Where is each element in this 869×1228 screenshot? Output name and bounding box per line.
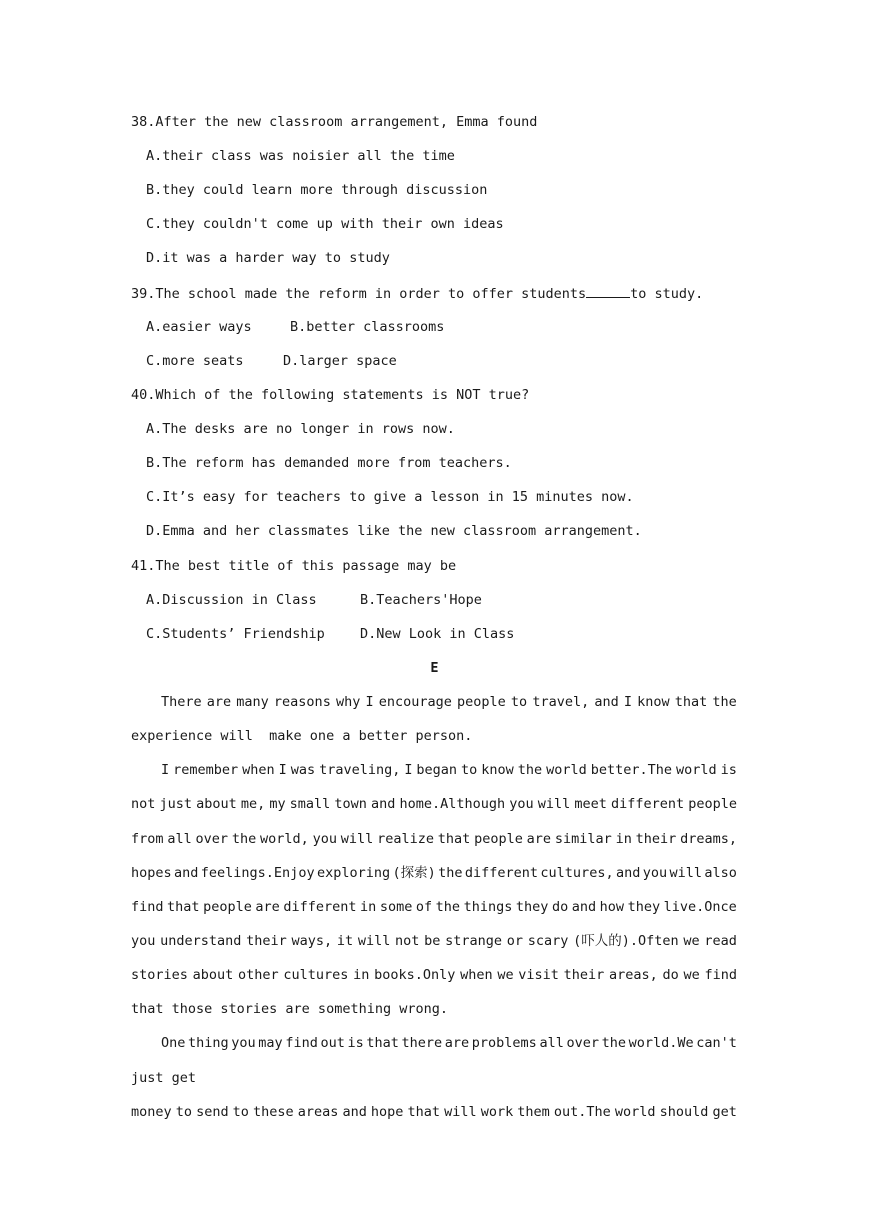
passage-word: get — [712, 1104, 737, 1120]
passage-word: about — [196, 796, 237, 812]
passage-word: and — [342, 1104, 367, 1120]
passage-word: work — [480, 1104, 514, 1120]
passage-word: all — [167, 831, 192, 847]
passage-line — [161, 693, 737, 711]
question-41-option-d: D.New Look in Class — [360, 626, 515, 642]
passage-word: cultures, — [540, 865, 614, 881]
passage-word: remember — [173, 762, 239, 778]
passage-word: from — [131, 831, 164, 847]
passage-line: that those stories are something wrong. — [131, 1001, 448, 1017]
question-38-option-a: A.their class was noisier all the time — [146, 148, 455, 164]
passage-word: find — [131, 899, 164, 915]
passage-word: their — [635, 831, 677, 847]
passage-word: about — [192, 967, 234, 983]
passage-word: out — [320, 1035, 345, 1051]
passage-word: not — [131, 796, 156, 812]
passage-word: they — [515, 899, 549, 915]
passage-word: out.The — [553, 1104, 611, 1120]
passage-word: me, — [240, 796, 266, 812]
passage-word: do — [551, 899, 569, 915]
passage-word: that — [407, 1104, 441, 1120]
passage-word: how — [599, 899, 625, 915]
passage-word: areas, — [609, 967, 658, 983]
question-41-options-row-2 — [146, 625, 515, 643]
passage-word: will — [357, 933, 391, 949]
passage-word: and — [615, 865, 641, 881]
passage-word: better.The — [590, 762, 672, 778]
passage-word: the — [517, 762, 543, 778]
passage-word: different — [464, 865, 539, 881]
passage-word: I — [161, 762, 170, 778]
passage-word: of — [415, 899, 433, 915]
passage-word: town — [334, 796, 367, 812]
passage-word: the — [712, 694, 737, 710]
passage-word: other — [237, 967, 279, 983]
passage-word: small — [289, 796, 331, 812]
question-38-option-d: D.it was a harder way to study — [146, 250, 390, 266]
passage-word: over — [566, 1035, 599, 1051]
passage-word: send — [196, 1104, 229, 1120]
passage-word: you — [642, 865, 668, 881]
passage-word: to — [175, 1104, 192, 1120]
passage-word: different — [283, 899, 357, 915]
question-40-option-c: C.It’s easy for teachers to give a lesson in 15 minutes now. — [146, 489, 634, 505]
question-39-stem-post: to study. — [630, 286, 704, 302]
passage-word: (吓人的).Often — [573, 933, 679, 949]
passage-word: stories — [131, 967, 188, 983]
question-38-stem: 38.After the new classroom arrangement, Emma found — [131, 114, 538, 130]
passage-word: the — [438, 865, 463, 881]
passage-word: to — [461, 762, 478, 778]
passage-word: live.Once — [663, 899, 737, 915]
passage-word: it — [336, 933, 354, 949]
question-39-stem — [131, 284, 703, 303]
passage-line: experience will make one a better person. — [131, 728, 473, 744]
passage-word: know — [481, 762, 514, 778]
passage-word: realize — [377, 831, 434, 847]
passage-word: and — [571, 899, 597, 915]
passage-word: over — [195, 831, 229, 847]
passage-word: dreams, — [680, 831, 737, 847]
passage-word: be — [424, 933, 441, 949]
passage-word: the — [231, 831, 257, 847]
passage-word: their — [563, 967, 605, 983]
question-40-option-b: B.The reform has demanded more from teachers. — [146, 455, 512, 471]
passage-word: read — [704, 933, 737, 949]
passage-word: they — [627, 899, 661, 915]
passage-line — [131, 898, 737, 916]
passage-word: people — [474, 831, 523, 847]
question-39-options-row-2 — [146, 352, 397, 370]
question-39-stem-pre: 39.The school made the reform in order to offer students — [131, 286, 587, 302]
passage-word: encourage — [378, 694, 452, 710]
passage-line — [131, 830, 737, 848]
passage-line — [161, 1034, 737, 1052]
passage-word: reasons — [273, 694, 331, 710]
passage-word: that — [167, 899, 200, 915]
passage-word: people — [688, 796, 737, 812]
passage-word: or — [506, 933, 524, 949]
question-39-option-a: A.easier ways — [146, 319, 252, 335]
passage-word: I — [365, 694, 374, 710]
passage-word: the — [601, 1035, 626, 1051]
question-41-option-b: B.Teachers'Hope — [360, 592, 482, 608]
passage-word: I — [278, 762, 287, 778]
passage-word: people — [203, 899, 252, 915]
passage-word: when — [460, 967, 493, 983]
passage-word: traveling, — [319, 762, 401, 778]
passage-word: their — [246, 933, 287, 949]
passage-word: you — [509, 796, 534, 812]
passage-word: There — [161, 694, 202, 710]
passage-word: books.Only — [374, 967, 456, 983]
passage-word: is — [347, 1035, 364, 1051]
passage-word: I — [623, 694, 632, 710]
passage-word: can't — [696, 1035, 737, 1051]
passage-word: to — [232, 1104, 249, 1120]
passage-word: ways, — [291, 933, 333, 949]
passage-word: world.We — [628, 1035, 694, 1051]
passage-word: similar — [554, 831, 612, 847]
passage-word: (探索) — [392, 865, 436, 881]
passage-word: that — [674, 694, 708, 710]
passage-word: you — [231, 1035, 256, 1051]
question-38-option-b: B.they could learn more through discussion — [146, 182, 488, 198]
passage-word: find — [285, 1035, 318, 1051]
passage-word: that — [366, 1035, 399, 1051]
passage-word: things — [463, 899, 513, 915]
question-40-option-d: D.Emma and her classmates like the new classroom arrangement. — [146, 523, 642, 539]
passage-word: will — [444, 1104, 477, 1120]
passage-line — [131, 966, 737, 984]
passage-word: thing — [188, 1035, 229, 1051]
question-39-options-row-1 — [146, 318, 445, 336]
passage-word: hope — [370, 1104, 404, 1120]
passage-word: hopes — [131, 865, 172, 881]
passage-word: I — [404, 762, 413, 778]
passage-word: understand — [160, 933, 242, 949]
passage-word: different — [610, 796, 685, 812]
passage-word: world — [614, 1104, 656, 1120]
passage-word: and — [594, 694, 619, 710]
passage-word: them — [517, 1104, 550, 1120]
passage-word: some — [379, 899, 413, 915]
question-40-stem: 40.Which of the following statements is NOT true? — [131, 387, 530, 403]
passage-word: cultures — [283, 967, 349, 983]
passage-word: are — [444, 1035, 470, 1051]
passage-word: we — [683, 967, 700, 983]
passage-word: feelings.Enjoy — [200, 865, 315, 881]
passage-word: we — [683, 933, 700, 949]
passage-word: should — [659, 1104, 709, 1120]
passage-word: exploring — [316, 865, 391, 881]
question-39-option-d: D.larger space — [283, 353, 397, 369]
passage-word: strange — [445, 933, 503, 949]
passage-word: are — [526, 831, 552, 847]
passage-word: travel, — [532, 694, 590, 710]
passage-word: may — [258, 1035, 283, 1051]
passage-word: One — [161, 1035, 186, 1051]
passage-word: find — [704, 967, 737, 983]
passage-word: in — [353, 967, 370, 983]
passage-word: there — [401, 1035, 443, 1051]
passage-word: to — [510, 694, 528, 710]
passage-line — [161, 761, 737, 779]
passage-line — [131, 864, 737, 882]
passage-word: home.Although — [399, 796, 506, 812]
passage-word: not — [395, 933, 420, 949]
passage-word: do — [662, 967, 679, 983]
question-39-option-c: C.more seats — [146, 353, 244, 369]
passage-word: that — [437, 831, 471, 847]
question-38-option-c: C.they couldn't come up with their own ideas — [146, 216, 504, 232]
passage-word: you — [131, 933, 156, 949]
passage-word: problems — [471, 1035, 537, 1051]
passage-word: just — [159, 796, 192, 812]
question-41-stem: 41.The best title of this passage may be — [131, 558, 457, 574]
passage-word: we — [497, 967, 514, 983]
passage-word: and — [371, 796, 396, 812]
passage-word: areas — [297, 1104, 339, 1120]
passage-word: world — [546, 762, 587, 778]
section-heading: E — [430, 660, 439, 676]
passage-word: when — [242, 762, 275, 778]
passage-word: and — [174, 865, 199, 881]
passage-word: meet — [574, 796, 607, 812]
passage-word: these — [253, 1104, 294, 1120]
passage-word: the — [435, 899, 461, 915]
question-41-options-row-1 — [146, 591, 482, 609]
passage-word: in — [360, 899, 377, 915]
passage-word: many — [236, 694, 269, 710]
passage-word: scary — [527, 933, 569, 949]
passage-word: visit — [518, 967, 559, 983]
passage-word: are — [255, 899, 280, 915]
passage-word: know — [637, 694, 670, 710]
passage-word: people — [457, 694, 506, 710]
passage-line — [131, 795, 737, 813]
passage-word: world, — [260, 831, 309, 847]
passage-word: began — [416, 762, 458, 778]
passage-word: in — [615, 831, 632, 847]
passage-word: will — [537, 796, 571, 812]
passage-word: is — [720, 762, 737, 778]
passage-word: will — [669, 865, 702, 881]
passage-line: just get — [131, 1070, 197, 1086]
passage-word: also — [704, 865, 737, 881]
question-40-option-a: A.The desks are no longer in rows now. — [146, 421, 455, 437]
passage-word: my — [269, 796, 286, 812]
question-41-option-c: C.Students’ Friendship — [146, 626, 325, 642]
passage-word: all — [539, 1035, 564, 1051]
passage-word: world — [675, 762, 717, 778]
passage-word: why — [335, 694, 361, 710]
answer-blank — [586, 284, 630, 298]
passage-word: you — [312, 831, 337, 847]
passage-line — [131, 932, 737, 950]
passage-word: was — [290, 762, 316, 778]
question-39-option-b: B.better classrooms — [290, 319, 445, 335]
question-41-option-a: A.Discussion in Class — [146, 592, 317, 608]
passage-word: money — [131, 1104, 172, 1120]
passage-line — [131, 1103, 737, 1121]
passage-word: are — [206, 694, 232, 710]
passage-word: will — [340, 831, 374, 847]
